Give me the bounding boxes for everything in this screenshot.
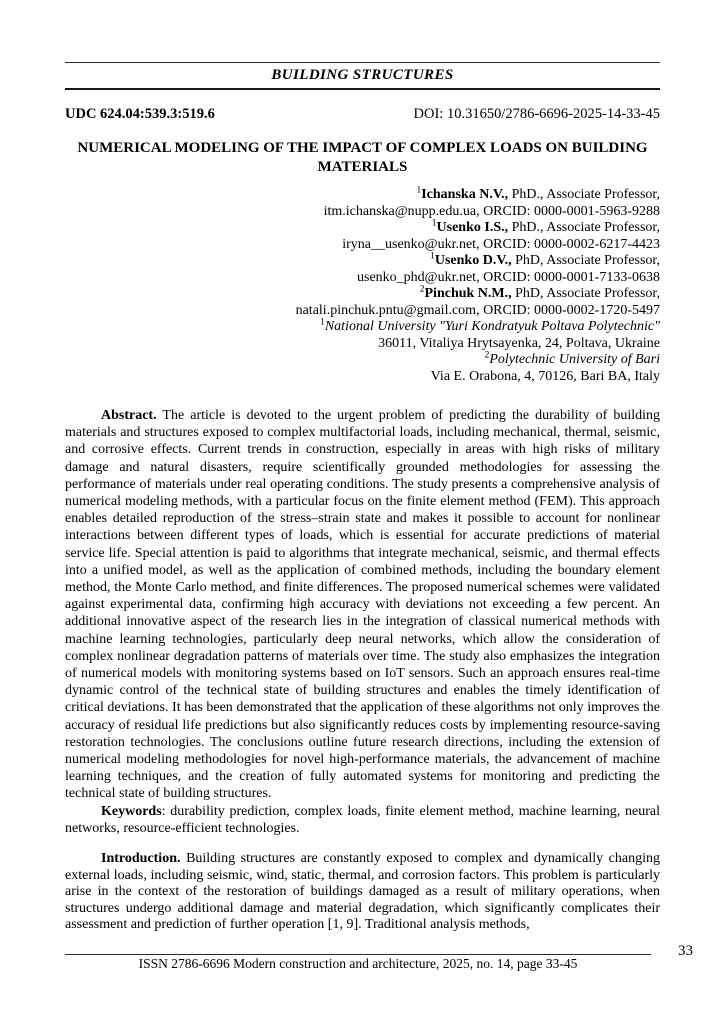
author-superscript: 1 — [416, 185, 422, 196]
abstract-paragraph — [65, 407, 660, 803]
affiliation-superscript: 1 — [320, 317, 325, 328]
introduction-label: Introduction. — [101, 851, 181, 867]
author-name: Usenko I.S., — [436, 220, 509, 235]
affiliation-line — [65, 319, 660, 336]
article-title: NUMERICAL MODELING OF THE IMPACT OF COMPLEX LOADS ON BUILDING MATERIALS — [77, 140, 648, 175]
author-name: Usenko D.V., — [434, 253, 512, 268]
journal-section-title: BUILDING STRUCTURES — [271, 67, 454, 83]
abstract-text: The article is devoted to the urgent problem of predicting the durability of building materials and structures exposed to complex multifactorial loads, including mechanical, thermal, seismic, and corrosive effects. Current trends in construction, especially in areas with high risks of military damage and natural disasters, require scientifically grounded methodologies for assessing the performance of materials under real operating conditions. The study presents a comprehensive analysis of numerical modeling methods, with a particular focus on the finite element method (FEM). This approach enables detailed reproduction of the stress–strain state and makes it possible to account for nonlinear interactions between different types of loads, which is essential for accurate predictions of material service life. Special attention is paid to algorithms that integrate mechanical, seismic, and thermal effects into a unified model, as well as the application of combined methods, including the boundary element method, the Monte Carlo method, and finite differences. The proposed numerical schemes were validated against experimental data, confirming high accuracy with deviations not exceeding a few percent. An additional innovative aspect of the research lies in the integration of classical numerical methods with machine learning technologies, particularly deep neural networks, which allow the consideration of complex nonlinear degradation patterns of materials over time. The study also emphasizes the integration of numerical models with monitoring systems based on IoT sensors. Such an approach ensures real-time dynamic control of the technical state of building structures and enables the timely identification of critical deviations. It has been demonstrated that the application of these algorithms not only improves the accuracy of residual life predictions but also significantly reduces costs by implementing resource-saving restoration technologies. The conclusions outline future research directions, including the extension of numerical modeling methodologies for novel high-performance materials, the advancement of machine learning techniques, and the creation of fully automated systems for monitoring and predicting the technical state of building structures. — [65, 408, 660, 802]
udc-code: UDC 624.04:539.3:519.6 — [65, 106, 215, 122]
author-contact: natali.pinchuk.pntu@gmail.com, ORCID: 0000-0002-1720-5497 — [295, 302, 660, 318]
author-line — [65, 286, 660, 303]
author-name: Ichanska N.V., — [421, 187, 509, 202]
udc-doi-row — [65, 106, 660, 122]
author-contact: usenko_phd@ukr.net, ORCID: 0000-0001-7133-0638 — [357, 269, 660, 285]
author-line — [65, 187, 660, 204]
author-role: PhD., Associate Professor, — [508, 187, 660, 202]
author-line — [65, 220, 660, 237]
header-rule-bottom — [65, 88, 660, 90]
author-superscript: 2 — [419, 284, 425, 295]
author-name: Pinchuk N.M., — [424, 286, 512, 301]
page-content — [65, 0, 660, 934]
author-role: PhD, Associate Professor, — [511, 286, 660, 301]
page-number: 33 — [678, 943, 693, 959]
author-role: PhD., Associate Professor, — [508, 220, 660, 235]
author-line — [65, 253, 660, 270]
affiliation-address: Via E. Orabona, 4, 70126, Bari BA, Italy — [430, 368, 660, 384]
doi-code: DOI: 10.31650/2786-6696-2025-14-33-45 — [413, 106, 660, 122]
keywords-label: Keywords — [101, 803, 162, 819]
affiliation-name: National University "Yuri Kondratyuk Poltava Polytechnic" — [324, 319, 660, 334]
author-superscript: 1 — [431, 218, 437, 229]
keywords-text: : durability prediction, complex loads, finite element method, machine learning, neural networks, resource-efficient technologies. — [65, 803, 660, 836]
affiliation-superscript: 2 — [484, 350, 490, 361]
affiliation-line — [65, 352, 660, 369]
author-role: PhD, Associate Professor, — [511, 253, 660, 268]
introduction-text: Building structures are constantly exposed to complex and dynamically changing external loads, including seismic, wind, static, thermal, and corrosion factors. This problem is particularly arise in the context of the restoration of buildings damaged as a result of military operations, when structures undergo additional damage and material degradation, which significantly complicates their assessment and prediction of further operation [1, 9]. Traditional analysis methods, — [65, 851, 660, 933]
footer-issn-line: ISSN 2786-6696 Modern construction and architecture, 2025, no. 14, page 33-45 — [138, 956, 578, 971]
abstract-label: Abstract. — [101, 408, 157, 423]
author-contact: itm.ichanska@nupp.edu.ua, ORCID: 0000-0001-5963-9288 — [323, 203, 660, 219]
introduction-paragraph — [65, 851, 660, 934]
author-contact: iryna__usenko@ukr.net, ORCID: 0000-0002-6217-4423 — [342, 236, 660, 252]
author-superscript: 1 — [430, 251, 435, 262]
authors-block — [65, 187, 660, 385]
footer — [65, 954, 651, 972]
affiliation-address: 36011, Vitaliya Hrytsayenka, 24, Poltava, Ukraine — [378, 335, 660, 351]
keywords-paragraph — [65, 803, 660, 837]
affiliation-name: Polytechnic University of Bari — [489, 352, 660, 367]
